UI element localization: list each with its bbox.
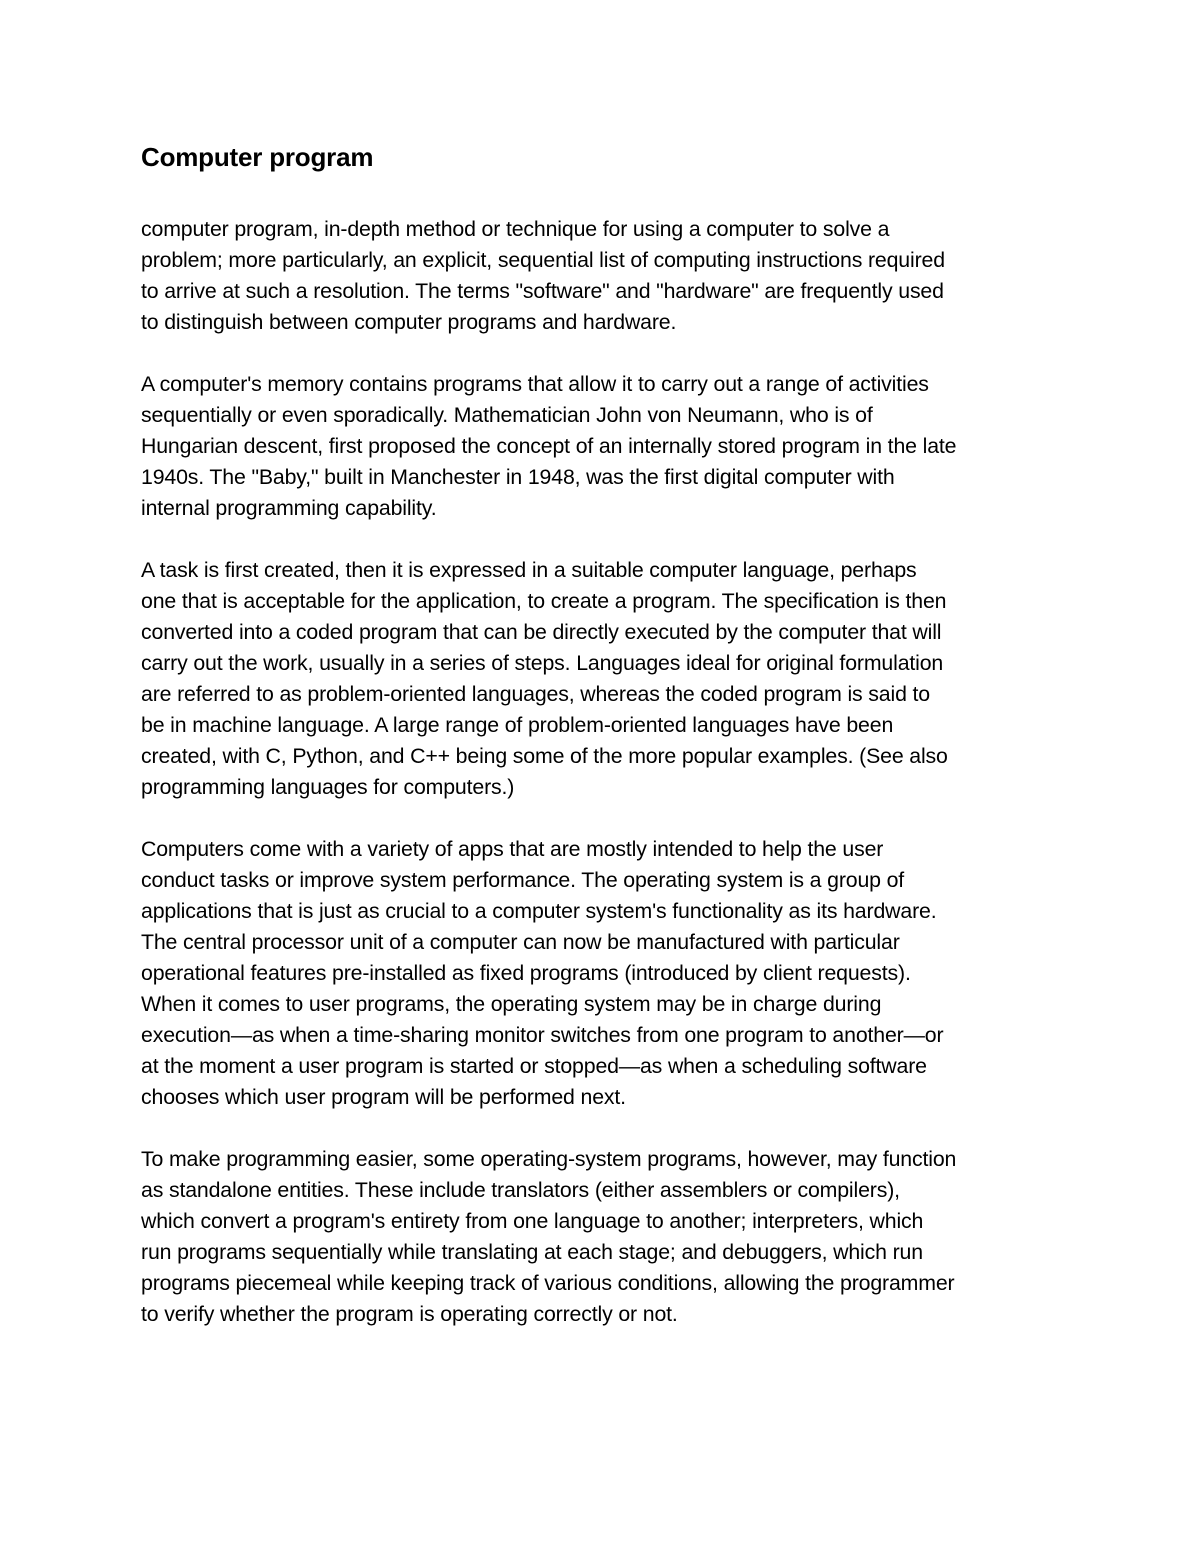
paragraph-5 bbox=[141, 1144, 1066, 1330]
text-line: execution—as when a time-sharing monitor switches from one program to another—or bbox=[141, 1023, 944, 1047]
text-line: Hungarian descent, first proposed the concept of an internally stored program in the late bbox=[141, 434, 957, 458]
text-line: conduct tasks or improve system performance. The operating system is a group of bbox=[141, 868, 905, 892]
text-line: which convert a program's entirety from one language to another; interpreters, which bbox=[141, 1209, 924, 1233]
text-line: computer program, in-depth method or technique for using a computer to solve a bbox=[141, 217, 890, 241]
text-line: sequentially or even sporadically. Mathematician John von Neumann, who is of bbox=[141, 403, 873, 427]
text-line: programs piecemeal while keeping track of various conditions, allowing the programmer bbox=[141, 1271, 955, 1295]
paragraph-2 bbox=[141, 369, 1066, 524]
text-line: To make programming easier, some operating-system programs, however, may function bbox=[141, 1147, 957, 1171]
text-line: at the moment a user program is started or stopped—as when a scheduling software bbox=[141, 1054, 927, 1078]
text-line: internal programming capability. bbox=[141, 496, 437, 520]
paragraph-1 bbox=[141, 214, 1066, 338]
text-line: to distinguish between computer programs and hardware. bbox=[141, 310, 677, 334]
text-line: 1940s. The "Baby," built in Manchester in 1948, was the first digital computer with bbox=[141, 465, 895, 489]
text-line: as standalone entities. These include translators (either assemblers or compilers), bbox=[141, 1178, 900, 1202]
text-line: A computer's memory contains programs that allow it to carry out a range of activities bbox=[141, 372, 929, 396]
text-line: A task is first created, then it is expressed in a suitable computer language, perhaps bbox=[141, 558, 917, 582]
text-line: converted into a coded program that can be directly executed by the computer that will bbox=[141, 620, 942, 644]
document-page bbox=[141, 140, 1066, 1361]
text-line: operational features pre-installed as fixed programs (introduced by client requests). bbox=[141, 961, 911, 985]
paragraph-3 bbox=[141, 555, 1066, 803]
text-line: problem; more particularly, an explicit, sequential list of computing instructions required bbox=[141, 248, 945, 272]
document-title: Computer program bbox=[141, 142, 374, 172]
text-line: carry out the work, usually in a series of steps. Languages ideal for original formulation bbox=[141, 651, 944, 675]
text-line: to arrive at such a resolution. The terms "software" and "hardware" are frequently used bbox=[141, 279, 944, 303]
paragraph-4 bbox=[141, 834, 1066, 1113]
text-line: chooses which user program will be performed next. bbox=[141, 1085, 626, 1109]
text-line: created, with C, Python, and C++ being some of the more popular examples. (See also bbox=[141, 744, 948, 768]
text-line: to verify whether the program is operating correctly or not. bbox=[141, 1302, 678, 1326]
text-line: When it comes to user programs, the operating system may be in charge during bbox=[141, 992, 882, 1016]
text-line: one that is acceptable for the application, to create a program. The specification is then bbox=[141, 589, 947, 613]
text-line: applications that is just as crucial to a computer system's functionality as its hardware. bbox=[141, 899, 937, 923]
text-line: programming languages for computers.) bbox=[141, 775, 515, 799]
document-body bbox=[141, 214, 1066, 1330]
text-line: are referred to as problem-oriented languages, whereas the coded program is said to bbox=[141, 682, 931, 706]
text-line: run programs sequentially while translating at each stage; and debuggers, which run bbox=[141, 1240, 923, 1264]
text-line: be in machine language. A large range of problem-oriented languages have been bbox=[141, 713, 894, 737]
text-line: The central processor unit of a computer can now be manufactured with particular bbox=[141, 930, 900, 954]
text-line: Computers come with a variety of apps that are mostly intended to help the user bbox=[141, 837, 884, 861]
